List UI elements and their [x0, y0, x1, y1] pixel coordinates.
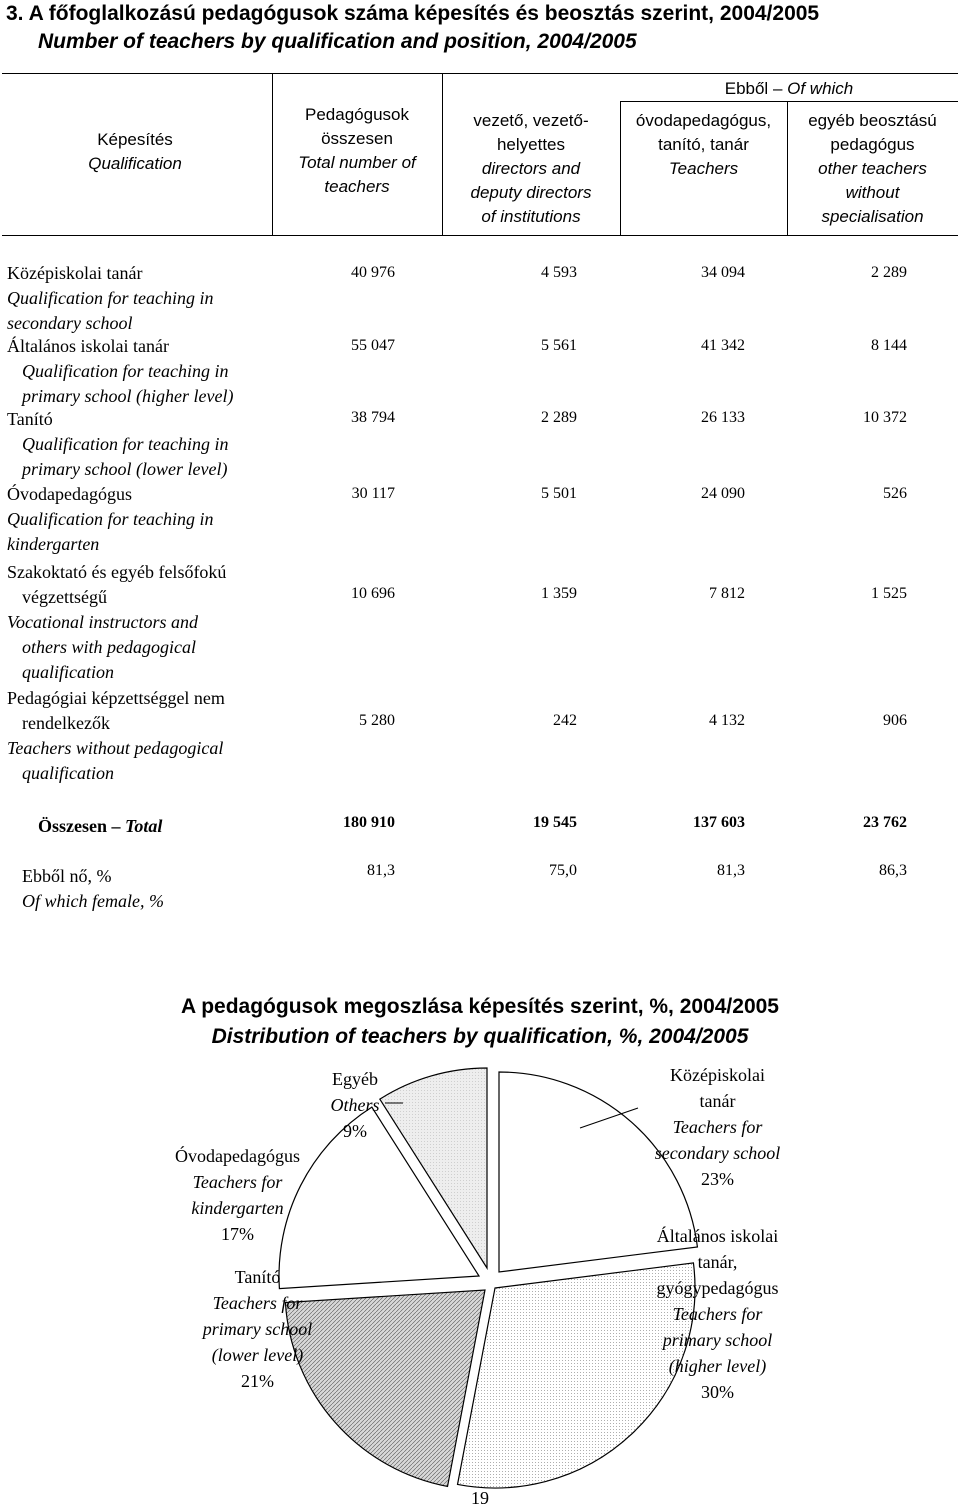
header-of-which: Ebből – Of which	[724, 79, 854, 98]
cell: 2 289	[541, 409, 577, 426]
cell: 34 094	[701, 264, 745, 281]
cell: 242	[553, 712, 577, 729]
cell: 5 501	[541, 485, 577, 502]
header-teachers: óvodapedagógus, tanító, tanár Teachers	[635, 111, 772, 178]
cell: 906	[883, 712, 907, 729]
cell: 1 359	[541, 585, 577, 602]
chart-title-en: Distribution of teachers by qualification, %, 2004/2005	[211, 1025, 749, 1048]
cell: 1 525	[871, 585, 907, 602]
cell: 19 545	[533, 814, 577, 831]
cell: 10 372	[863, 409, 907, 426]
cell: 137 603	[693, 814, 745, 831]
row-label-vocational: Szakoktató és egyéb felsőfokú végzettségű Vocational instructors and others with pedagogical qualification	[7, 562, 227, 682]
header-total: Pedagógusok összesen Total number of teachers	[298, 105, 416, 196]
cell: 40 976	[351, 264, 395, 281]
pie-label-primary-higher: Általános iskolai tanár, gyógypedagógus Teachers for primary school (higher level) 30%	[656, 1226, 779, 1402]
cell: 24 090	[701, 485, 745, 502]
row-label-female: Ebből nő, % Of which female, %	[22, 866, 164, 911]
cell: 4 132	[709, 712, 745, 729]
cell: 41 342	[701, 337, 745, 354]
pie-label-kindergarten: Óvodapedagógus Teachers for kindergarten 17%	[175, 1146, 300, 1244]
cell: 30 117	[351, 485, 395, 502]
cell: 5 561	[541, 337, 577, 354]
cell: 7 812	[709, 585, 745, 602]
cell: 86,3	[879, 862, 907, 879]
cell: 81,3	[717, 862, 745, 879]
cell: 38 794	[351, 409, 395, 426]
page-number: 19	[471, 1488, 489, 1508]
pie-label-secondary: Középiskolai tanár Teachers for secondary school 23%	[654, 1065, 781, 1189]
cell: 55 047	[351, 337, 395, 354]
cell: 10 696	[351, 585, 395, 602]
cell: 2 289	[871, 264, 907, 281]
cell: 75,0	[549, 862, 577, 879]
header-directors: vezető, vezető- helyettes directors and deputy directors of institutions	[470, 111, 592, 226]
cell: 26 133	[701, 409, 745, 426]
chart-title-hu: A pedagógusok megoszlása képesítés szerint, %, 2004/2005	[181, 995, 779, 1018]
header-other: egyéb beosztású pedagógus other teachers without specialisation	[808, 111, 937, 226]
pie-label-primary-lower: Tanító Teachers for primary school (lower level) 21%	[202, 1267, 313, 1391]
row-label-secondary: Középiskolai tanár Qualification for teaching in secondary school	[7, 263, 214, 333]
row-label-total: Összesen – Total	[38, 816, 163, 836]
cell: 8 144	[871, 337, 907, 354]
table-title-en: Number of teachers by qualification and position, 2004/2005	[38, 30, 637, 53]
table-title-hu: 3. A főfoglalkozású pedagógusok száma képesítés és beosztás szerint, 2004/2005	[6, 2, 820, 25]
cell: 23 762	[863, 814, 907, 831]
row-label-kindergarten: Óvodapedagógus Qualification for teaching in kindergarten	[7, 484, 214, 554]
cell: 5 280	[359, 712, 395, 729]
header-qualification: Képesítés Qualification	[88, 130, 182, 173]
pie-label-others: Egyéb Others 9%	[330, 1069, 380, 1141]
cell: 81,3	[367, 862, 395, 879]
cell: 526	[883, 485, 907, 502]
cell: 4 593	[541, 264, 577, 281]
row-label-primary-lower: Tanító Qualification for teaching in primary school (lower level)	[7, 409, 229, 479]
row-label-no-pedagogical: Pedagógiai képzettséggel nem rendelkezők Teachers without pedagogical qualification	[7, 688, 225, 783]
cell: 180 910	[343, 814, 395, 831]
row-label-primary-higher: Általános iskolai tanár Qualification for teaching in primary school (higher level)	[7, 336, 234, 406]
